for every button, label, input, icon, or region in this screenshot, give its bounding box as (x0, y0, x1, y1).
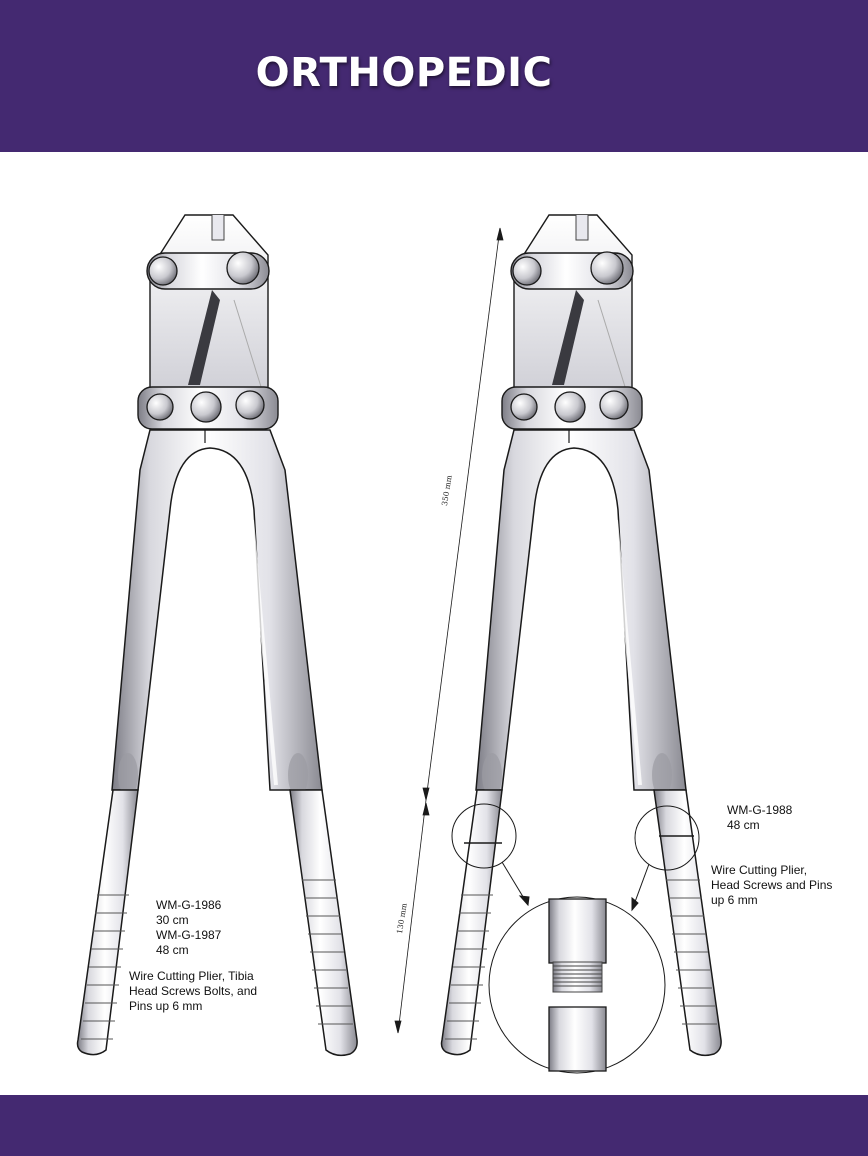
product-size-3: 48 cm (727, 818, 760, 832)
product-code-2: WM-G-1987 (156, 928, 222, 942)
description-line: Head Screws and Pins (711, 878, 833, 892)
product-size-1: 30 cm (156, 913, 189, 927)
description-line: Wire Cutting Plier, (711, 863, 808, 877)
thread-detail-drawing (549, 899, 606, 1071)
pliers-illustration (0, 152, 868, 1095)
left-plier-description (129, 969, 257, 1014)
product-size-2: 48 cm (156, 943, 189, 957)
product-code-1: WM-G-1986 (156, 898, 222, 912)
dimension-label-130: 130 mm (395, 902, 409, 935)
description-line: Head Screws Bolts, and (129, 984, 258, 998)
dimension-label-350: 350 mm (440, 474, 454, 507)
description-line: Wire Cutting Plier, Tibia (129, 969, 254, 983)
description-line: up 6 mm (711, 893, 758, 907)
left-plier-codes (156, 898, 221, 958)
right-plier-codes (727, 803, 792, 833)
footer-band (0, 1095, 868, 1156)
product-code-3: WM-G-1988 (727, 803, 793, 817)
description-line: Pins up 6 mm (129, 999, 203, 1013)
right-plier-description (711, 863, 832, 908)
page-title: ORTHOPEDIC (255, 50, 553, 96)
